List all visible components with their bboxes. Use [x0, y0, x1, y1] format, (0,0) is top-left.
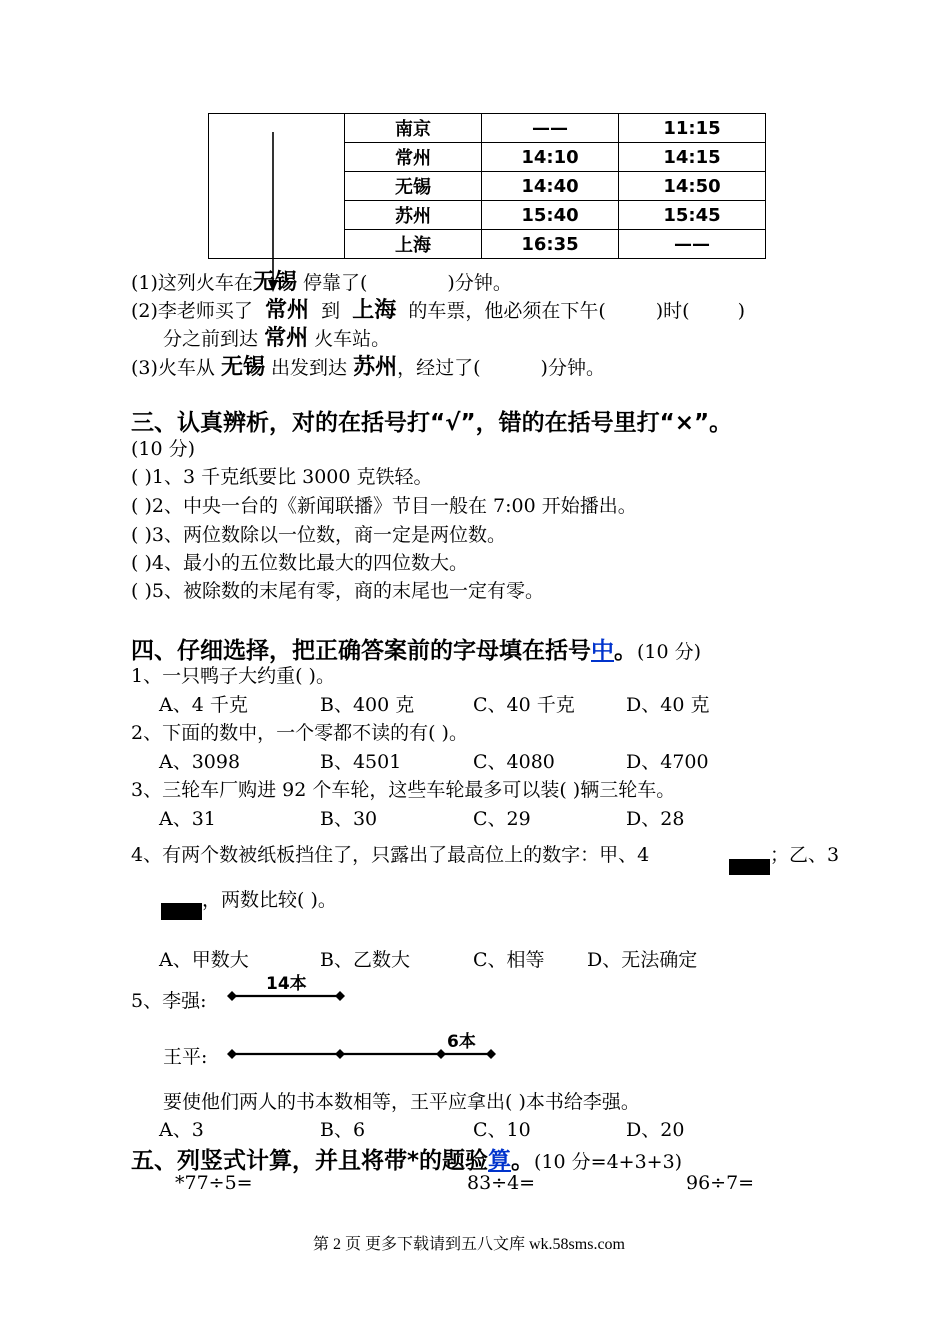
section3-score: (10 分): [131, 438, 196, 460]
s5-item-2: 83÷4=: [467, 1172, 536, 1194]
s4-q2-opt-a: A、3098: [159, 751, 241, 773]
s4-q5-opt-b: B、6: [320, 1119, 366, 1141]
schedule-arrive: ——: [482, 114, 619, 143]
s4-q3-opt-c: C、29: [473, 808, 531, 830]
s4-q4-opt-d: D、无法确定: [587, 949, 698, 971]
schedule-depart: 11:15: [619, 114, 766, 143]
s4-q1-opt-b: B、400 克: [320, 694, 415, 716]
s4-q5-li-label: 5、李强:: [131, 990, 207, 1012]
s5-item-1: *77÷5=: [175, 1172, 253, 1194]
section5-title: 五、列竖式计算，并且将带*的题验算。(10 分=4+3+3): [131, 1148, 683, 1174]
s4-q3-opt-b: B、30: [320, 808, 378, 830]
s3-item-1: ( )1、3 千克纸要比 3000 克铁轻。: [131, 466, 433, 488]
schedule-station: 常州: [345, 143, 482, 172]
li-book-count: 14本: [266, 974, 307, 994]
s4-q1: 1、一只鸭子大约重( )。: [131, 665, 335, 687]
s4-q1-opt-a: A、4 千克: [159, 694, 248, 716]
s3-item-4: ( )4、最小的五位数比最大的四位数大。: [131, 552, 468, 574]
schedule-station: 南京: [345, 114, 482, 143]
section3-title: 三、认真辨析，对的在括号打“√”，错的在括号里打“×”。: [131, 410, 733, 436]
s3-item-3: ( )3、两位数除以一位数，商一定是两位数。: [131, 524, 506, 546]
page-footer: 第 2 页 更多下载请到五八文库 wk.58sms.com: [313, 1236, 626, 1253]
s4-q4-opt-b: B、乙数大: [320, 949, 410, 971]
s4-q4-line1: 4、有两个数被纸板挡住了，只露出了最高位上的数字：甲、4: [131, 844, 650, 866]
s4-q3-opt-a: A、31: [159, 808, 216, 830]
s4-q5-opt-a: A、3: [159, 1119, 204, 1141]
s4-q2: 2、下面的数中，一个零都不读的有( )。: [131, 722, 468, 744]
schedule-arrive: 15:40: [482, 201, 619, 230]
s4-q2-opt-b: B、4501: [320, 751, 402, 773]
train-q1: (1)这列火车在无锡 停靠了( )分钟。: [131, 270, 512, 295]
s3-item-5: ( )5、被除数的末尾有零，商的末尾也一定有零。: [131, 580, 544, 602]
s4-q1-opt-c: C、40 千克: [473, 694, 575, 716]
train-q2: (2)李老师买了 常州 到 上海 的车票，他必须在下午( )时( ): [131, 298, 746, 323]
s4-q3: 3、三轮车厂购进 92 个车轮，这些车轮最多可以装( )辆三轮车。: [131, 779, 676, 801]
s4-q4-line1b: ；乙、3: [770, 844, 840, 866]
schedule-row: [209, 114, 766, 143]
schedule-station: 无锡: [345, 172, 482, 201]
cover-board-b: [161, 903, 202, 920]
schedule-depart: 15:45: [619, 201, 766, 230]
s4-q5-text: 要使他们两人的书本数相等，王平应拿出( )本书给李强。: [163, 1091, 640, 1113]
s3-item-2: ( )2、中央一台的《新闻联播》节目一般在 7:00 开始播出。: [131, 495, 637, 517]
schedule-depart: 14:15: [619, 143, 766, 172]
s4-q5-opt-c: C、10: [473, 1119, 531, 1141]
s4-q5-wang-label: 王平:: [163, 1046, 208, 1068]
s4-q2-opt-c: C、4080: [473, 751, 555, 773]
schedule-arrive: 14:40: [482, 172, 619, 201]
cover-board-a: [729, 859, 770, 875]
s4-q5-opt-d: D、20: [626, 1119, 685, 1141]
train-q2-cont: 分之前到达 常州 火车站。: [163, 326, 391, 351]
schedule-arrive: 14:10: [482, 143, 619, 172]
s4-q4-line2: ，两数比较( )。: [202, 889, 337, 911]
s4-q4-opt-a: A、甲数大: [159, 949, 249, 971]
schedule-station: 上海: [345, 230, 482, 259]
schedule-station: 苏州: [345, 201, 482, 230]
train-schedule-table: [208, 113, 766, 259]
s4-q2-opt-d: D、4700: [626, 751, 709, 773]
schedule-depart: ——: [619, 230, 766, 259]
schedule-arrive: 16:35: [482, 230, 619, 259]
s4-q4-opt-c: C、相等: [473, 949, 545, 971]
s4-q1-opt-d: D、40 克: [626, 694, 710, 716]
s5-item-3: 96÷7=: [686, 1172, 755, 1194]
wang-book-count: 6本: [447, 1032, 476, 1052]
s4-q3-opt-d: D、28: [626, 808, 685, 830]
train-q3: (3)火车从 无锡 出发到达 苏州，经过了( )分钟。: [131, 355, 605, 380]
section4-title: 四、仔细选择，把正确答案前的字母填在括号中。(10 分): [131, 638, 702, 664]
schedule-depart: 14:50: [619, 172, 766, 201]
